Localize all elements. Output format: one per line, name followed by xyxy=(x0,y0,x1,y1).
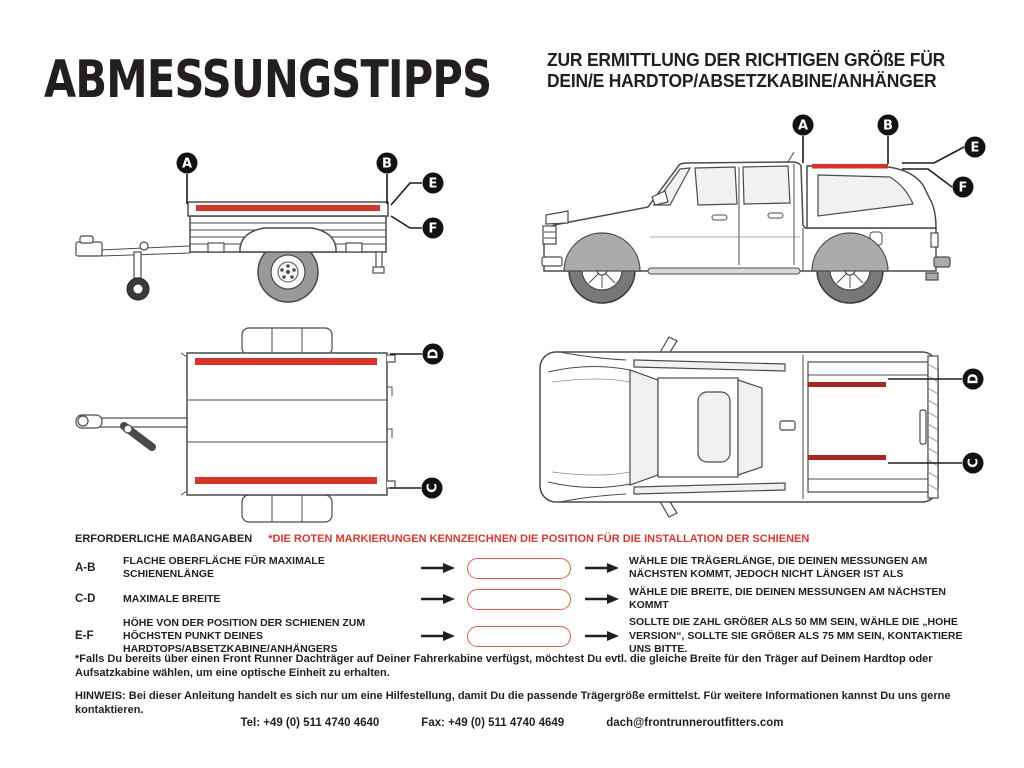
trailer-top-view-diagram xyxy=(40,325,460,525)
measurement-result: WÄHLE DIE TRÄGERLÄNGE, DIE DEINEN MESSUNGEN AM NÄCHSTEN KOMMT, JEDOCH NICHT LÄNGER IST ALS xyxy=(629,554,928,580)
measurement-row-cd xyxy=(75,585,987,613)
contact-email: dach@frontrunneroutfitters.com xyxy=(606,717,784,729)
svg-text:A: A xyxy=(797,118,809,134)
rail-marking-red-stripe-top xyxy=(195,358,377,365)
measurement-code: C-D xyxy=(75,593,96,605)
contact-tel: Tel: +49 (0) 511 4740 4640 xyxy=(240,717,380,729)
measurement-result: WÄHLE DIE BREITE, DIE DEINEN MESSUNGEN AM NÄCHSTEN KOMMT xyxy=(629,585,946,611)
measurement-description: FLACHE OBERFLÄCHE FÜR MAXIMALE SCHIENENLÄNGE xyxy=(123,555,325,580)
truck-bed xyxy=(808,362,928,492)
measurement-input-capsule xyxy=(467,558,571,579)
svg-text:C: C xyxy=(425,483,441,493)
truck-side-view-diagram xyxy=(530,105,1000,320)
svg-text:A: A xyxy=(181,156,193,172)
measurement-row-ab xyxy=(75,554,987,582)
measurement-input-capsule xyxy=(467,589,571,610)
arrow-right-icon xyxy=(585,630,619,642)
svg-text:C: C xyxy=(966,458,982,468)
measurement-description: HÖHE VON DER POSITION DER SCHIENEN ZUM HÖCHSTEN PUNKT DEINES HARDTOPS/ABSETZKABINE/ANHÄNGERS xyxy=(123,616,366,655)
contact-fax: Fax: +49 (0) 511 4740 4649 xyxy=(421,717,565,729)
svg-text:E: E xyxy=(428,176,438,192)
asterisk-footnote: *Falls Du bereits über einen Front Runner Dachträger auf Deiner Fahrerkabine verfügst, möchtest Du evtl. die gleiche Breite für den Träger auf Deinem Hardtop oder Aufsatzkabine wählen, um eine optische Einheit zu erhalten. xyxy=(75,653,933,679)
svg-text:B: B xyxy=(382,156,392,172)
trailer-side-view-diagram xyxy=(40,120,470,340)
trailer-top-drawing xyxy=(76,328,395,522)
trailer-box xyxy=(187,353,387,495)
truck-top-view-diagram xyxy=(530,330,1000,525)
trailer-fender xyxy=(240,228,336,252)
measurement-code: E-F xyxy=(75,630,94,643)
svg-text:B: B xyxy=(883,118,893,134)
trailer-hitch-coupler xyxy=(76,242,102,256)
svg-text:F: F xyxy=(958,180,968,196)
rail-marking-red-stripe xyxy=(812,164,888,169)
arrow-right-icon xyxy=(585,593,619,605)
svg-text:D: D xyxy=(426,348,442,360)
svg-text:D: D xyxy=(966,373,982,385)
svg-text:F: F xyxy=(428,221,438,237)
trailer-side-drawing xyxy=(76,202,388,302)
sunroof xyxy=(698,392,730,462)
measurement-rows xyxy=(75,554,987,660)
jockey-wheel-post xyxy=(134,252,141,278)
measurement-row-ef xyxy=(75,616,987,657)
measurements-heading: ERFORDERLICHE MAßANGABEN xyxy=(75,533,253,545)
measurement-description: MAXIMALE BREITE xyxy=(123,592,221,605)
svg-text:E: E xyxy=(970,140,980,156)
contact-line xyxy=(0,717,1024,729)
rocker-step xyxy=(648,268,800,274)
arrow-right-icon xyxy=(421,593,455,605)
trailer-fender-bottom xyxy=(242,495,332,522)
measurement-input-capsule xyxy=(467,626,571,647)
measurements-heading-row xyxy=(75,533,809,545)
rail-marking-red-stripe-top xyxy=(808,382,886,387)
page-title: ABMESSUNGSTIPPS xyxy=(44,50,492,110)
headlight xyxy=(546,211,568,224)
trailer-top-labels xyxy=(390,344,444,499)
subtitle-line-2: DEIN/E HARDTOP/ABSETZKABINE/ANHÄNGER xyxy=(547,71,937,91)
page-subtitle xyxy=(547,50,954,92)
trailer-fender-top xyxy=(242,328,332,355)
measurement-result: SOLLTE DIE ZAHL GRÖßER ALS 50 MM SEIN, WÄHLE DIE „HOHE VERSION“, SOLLTE SIE GRÖßER ALS 75 MM SEIN, KONTAKTIERE UNS BITTE. xyxy=(629,616,963,655)
subtitle-line-1: ZUR ERMITTLUNG DER RICHTIGEN GRÖßE FÜR xyxy=(547,50,946,70)
rail-marking-red-stripe xyxy=(196,205,380,211)
side-mirror xyxy=(652,191,668,205)
measurement-code: A-B xyxy=(75,562,96,574)
arrow-right-icon xyxy=(585,562,619,574)
rail-marking-red-stripe-bottom xyxy=(195,477,377,484)
truck-side-drawing xyxy=(542,152,950,303)
rail-marking-red-stripe-bottom xyxy=(808,455,886,460)
hinweis-note: HINWEIS: Bei dieser Anleitung handelt es sich nur um eine Hilfestellung, damit Du die passende Trägergröße ermittelst. Für weitere Informationen kannst Du uns gerne kontaktieren. xyxy=(75,690,951,716)
truck-top-drawing xyxy=(540,337,938,517)
red-markings-note: *DIE ROTEN MARKIERUNGEN KENNZEICHNEN DIE POSITION FÜR DIE INSTALLATION DER SCHIENEN xyxy=(268,533,810,545)
arrow-right-icon xyxy=(421,630,455,642)
arrow-right-icon xyxy=(421,562,455,574)
